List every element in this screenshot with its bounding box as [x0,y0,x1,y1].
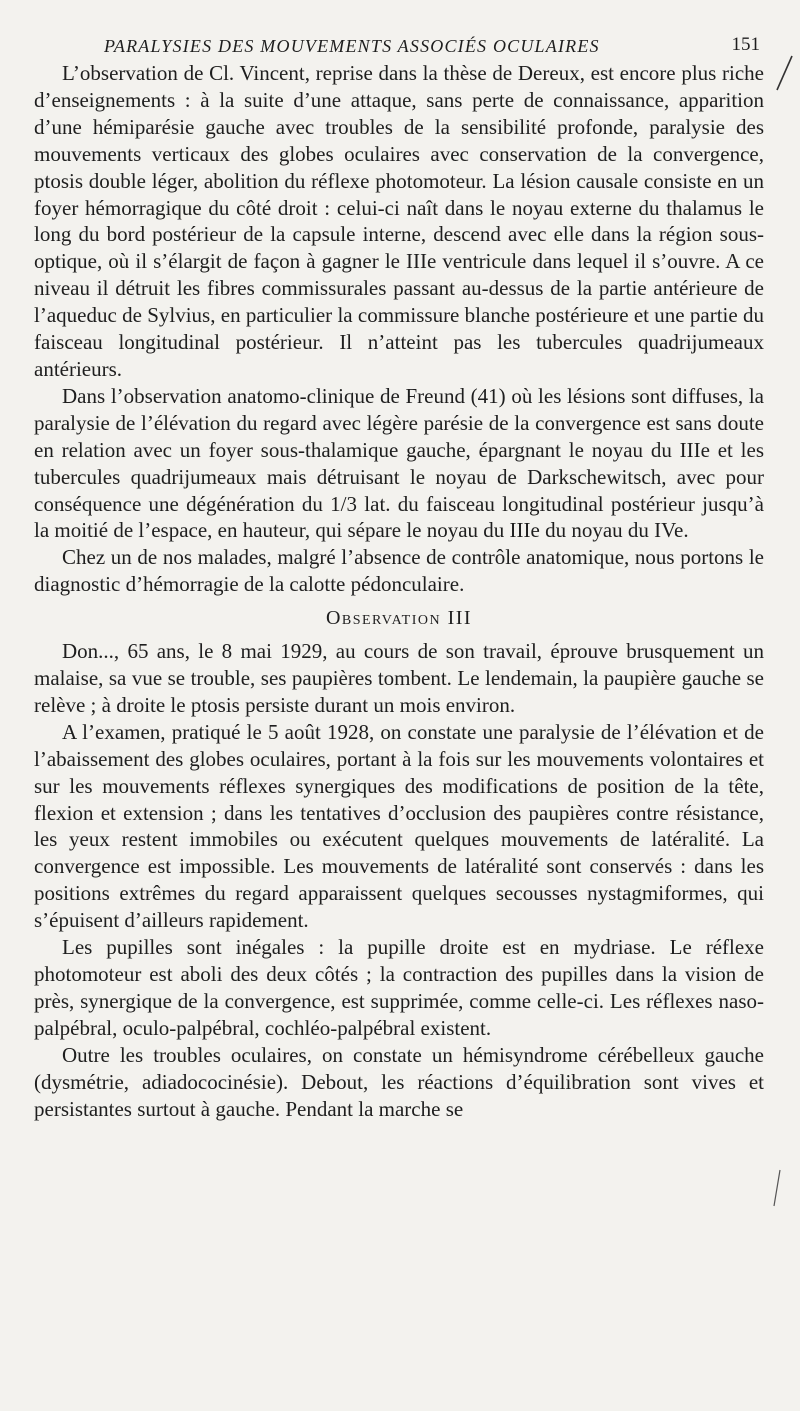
running-header [34,30,764,60]
page-number: 151 [731,34,760,55]
margin-stray-mark [770,1168,782,1208]
paragraph: Outre les troubles oculaires, on constate un hémisyndrome cérébelleux gauche (dysmétrie, adiadococinésie). Debout, les réactions d’équilibration sont vives et persistantes surtout à gauche. Pendant la marche se [34,1042,764,1121]
paragraph: Don..., 65 ans, le 8 mai 1929, au cours de son travail, éprouve brusquement un malaise, sa vue se trouble, ses paupières tombent. Le lendemain, la paupière gauche se relève ; à droite le ptosis persiste durant un mois environ. [34,639,764,717]
running-header-title: PARALYSIES DES MOUVEMENTS ASSOCIÉS OCULAIRES [104,36,600,56]
paragraph: Chez un de nos malades, malgré l’absence de contrôle anatomique, nous portons le diagnostic d’hémorragie de la calotte pédonculaire. [34,545,764,597]
margin-pencil-mark [774,54,794,94]
paragraph: Dans l’observation anatomo-clinique de Freund (41) où les lésions sont diffuses, la paralysie de l’élévation du regard avec légère parésie de la convergence est sans doute en relation avec un foyer sous-thalamique gauche, épargnant le noyau du IIIe et les tubercules quadrijumeaux mais détruisant le noyau de Darkschewitsch, avec pour conséquence une dégénération du 1/3 lat. du faisceau longitudinal postérieur jusqu’à la moitié de l’espace, en hauteur, qui sépare le noyau du IIIe du noyau du IVe. [34,383,764,543]
book-page [34,30,764,1122]
paragraph: Les pupilles sont inégales : la pupille droite est en mydriase. Le réflexe photomoteur est aboli des deux côtés ; la contraction des pupilles dans la vision de près, synergique de la convergence, est supprimée, comme celle-ci. Les réflexes naso-palpébral, oculo-palpébral, cochléo-palpébral existent. [34,935,764,1040]
paragraph: L’observation de Cl. Vincent, reprise dans la thèse de Dereux, est encore plus riche d’enseignements : à la suite d’une attaque, sans perte de connaissance, apparition d’une hémiparésie gauche avec troubles de la sensibilité profonde, paralysie des mouvements verticaux des globes oculaires avec conservation de la convergence, ptosis double léger, abolition du réflexe photomoteur. La lésion causale consiste en un foyer hémorragique du côté droit : celui-ci naît dans le noyau externe du thalamus le long du bord postérieur de la capsule interne, descend avec elle dans la région sous-optique, où il s’élargit de façon à gagner le IIIe ventricule dans lequel il s’ouvre. A ce niveau il détruit les fibres commissurales passant au-dessus de la partie antérieure de l’aqueduc de Sylvius, en particulier la commissure blanche postérieure et une partie du faisceau longitudinal postérieur. Il n’atteint pas les tubercules quadrijumeaux antérieurs. [34,61,764,381]
body-text [34,60,764,1122]
section-heading: Observation III [325,607,473,630]
paragraph: A l’examen, pratiqué le 5 août 1928, on constate une paralysie de l’élévation et de l’abaissement des globes oculaires, portant à la fois sur les mouvements volontaires et sur les mouvements réflexes synergiques des modifications de position de la tête, flexion et extension ; dans les tentatives d’occlusion des paupières contre résistance, les yeux restent immobiles ou exécutent quelques mouvements de latéralité. La convergence est impossible. Les mouvements de latéralité sont conservés : dans les positions extrêmes du regard apparaissent quelques secousses nystagmiformes, qui s’épuisent d’ailleurs rapidement. [34,719,764,933]
